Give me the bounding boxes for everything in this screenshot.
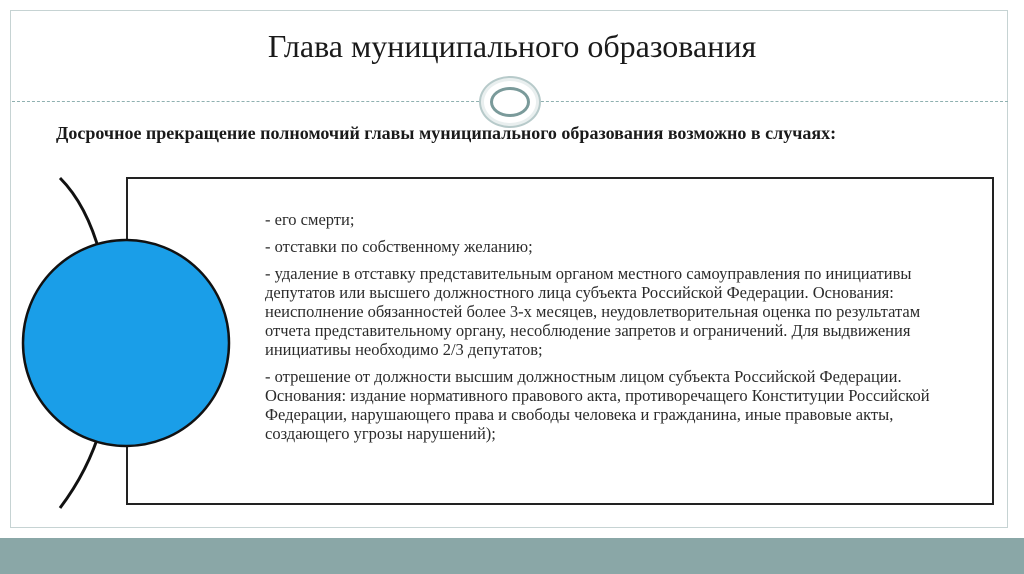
footer-bar bbox=[0, 538, 1024, 574]
cases-list bbox=[265, 210, 965, 451]
blue-circle bbox=[23, 240, 229, 446]
case-item: - его смерти; bbox=[265, 210, 355, 229]
intro-text: Досрочное прекращение полномочий главы муниципального образования возможно в случаях: bbox=[56, 123, 837, 143]
case-item: - удаление в отставку представительным органом местного самоуправления по инициативы депутатов или высшего должностного лица субъекта Российской Федерации. Основания: неисполнение обязанностей более 3-х месяцев, неудовлетворительная оценка по результатам отчета представительному органу, несоблюдение запретов и ограничений. Для выдвижения инициативы необходимо 2/3 депутатов; bbox=[265, 264, 921, 359]
slide-title: Глава муниципального образования bbox=[267, 28, 757, 64]
case-item: - отставки по собственному желанию; bbox=[265, 237, 533, 256]
case-item: - отрешение от должности высшим должностным лицом субъекта Российской Федерации. Основания: издание нормативного правового акта, противоречащего Конституции Российской Федерации, нарушающего права и свободы человека и гражданина, иные правовые акты, создающего угрозы нарушений); bbox=[265, 367, 930, 443]
